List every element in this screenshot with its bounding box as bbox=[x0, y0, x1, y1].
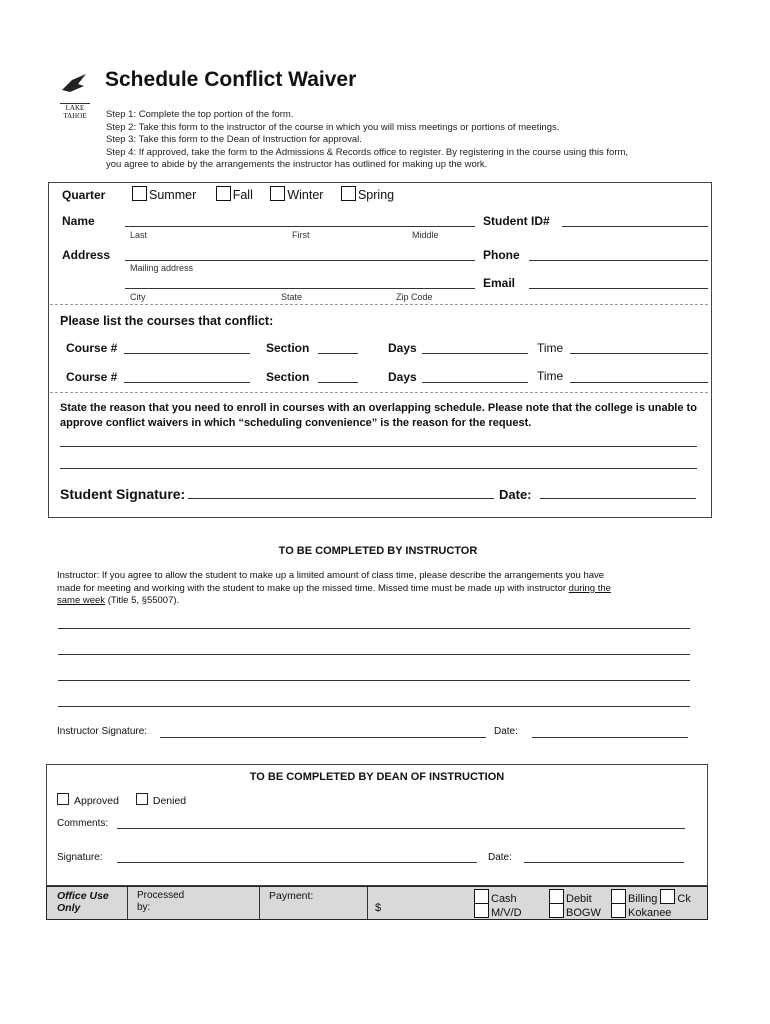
section-1-field[interactable] bbox=[318, 353, 358, 354]
dean-approval-options bbox=[57, 793, 186, 807]
kokanee-label: Kokanee bbox=[628, 907, 672, 919]
fall-checkbox[interactable] bbox=[216, 186, 231, 201]
college-logo bbox=[60, 70, 90, 122]
debit-label: Debit bbox=[566, 893, 592, 905]
logo-text: LAKE TAHOE bbox=[60, 103, 90, 120]
course-2-label: Course # bbox=[66, 370, 118, 384]
instructor-signature-label: Instructor Signature: bbox=[57, 726, 148, 737]
mvd-checkbox[interactable] bbox=[474, 903, 489, 918]
divider bbox=[50, 304, 708, 305]
cash-checkbox[interactable] bbox=[474, 889, 489, 904]
comments-field[interactable] bbox=[117, 828, 685, 829]
days-2-field[interactable] bbox=[422, 382, 528, 383]
course-1-field[interactable] bbox=[124, 353, 250, 354]
bogw-label: BOGW bbox=[566, 907, 601, 919]
processed-by-label: Processed by: bbox=[137, 890, 185, 913]
name-first-label: First bbox=[292, 230, 310, 240]
zip-code-label: Zip Code bbox=[396, 292, 433, 302]
divider bbox=[50, 392, 708, 393]
student-signature-label: Student Signature: bbox=[60, 486, 186, 502]
instructor-text-line-3: same week (Title 5, §55007). bbox=[57, 595, 180, 606]
spring-checkbox[interactable] bbox=[341, 186, 356, 201]
ck-checkbox[interactable] bbox=[660, 889, 675, 904]
mvd-label: M/V/D bbox=[491, 907, 522, 919]
student-signature-field[interactable] bbox=[188, 498, 494, 499]
section-2-field[interactable] bbox=[318, 382, 358, 383]
dean-signature-label: Signature: bbox=[57, 852, 103, 863]
name-last-label: Last bbox=[130, 230, 148, 240]
days-2-label: Days bbox=[388, 370, 417, 384]
time-1-field[interactable] bbox=[570, 353, 708, 354]
step-4: Step 4: If approved, take the form to the Admissions & Records office to register. By registering in the course using this form, bbox=[106, 146, 629, 158]
instructor-signature-field[interactable] bbox=[160, 737, 486, 738]
instructor-date-field[interactable] bbox=[532, 737, 688, 738]
phone-field[interactable] bbox=[529, 260, 708, 261]
section-1-label: Section bbox=[266, 341, 310, 355]
quarter-label: Quarter bbox=[62, 188, 106, 202]
instructor-text-line-1: Instructor: If you agree to allow the student to make up a limited amount of class time, please describe the arrangements you have bbox=[57, 570, 605, 581]
winter-checkbox[interactable] bbox=[270, 186, 285, 201]
quarter-fall-option[interactable]: Fall bbox=[216, 188, 253, 202]
name-field[interactable] bbox=[125, 226, 475, 227]
state-label: State bbox=[281, 292, 303, 302]
cell-divider bbox=[127, 887, 128, 919]
time-2-label: Time bbox=[537, 369, 564, 383]
time-2-field[interactable] bbox=[570, 382, 708, 383]
office-use-strip bbox=[46, 886, 708, 920]
dean-heading: TO BE COMPLETED BY DEAN OF INSTRUCTION bbox=[249, 771, 505, 783]
cash-label: Cash bbox=[491, 893, 517, 905]
step-2: Step 2: Take this form to the instructor of the course in which you will miss meetings or portions of meetings. bbox=[106, 121, 560, 133]
instructor-arrangement-line-3[interactable] bbox=[58, 680, 690, 681]
billing-checkbox[interactable] bbox=[611, 889, 626, 904]
approved-checkbox[interactable] bbox=[57, 793, 69, 805]
denied-option[interactable]: Denied bbox=[136, 795, 186, 807]
instructions-steps bbox=[106, 109, 716, 172]
student-date-field[interactable] bbox=[540, 498, 696, 499]
logo-bird-icon bbox=[60, 70, 90, 98]
days-1-field[interactable] bbox=[422, 353, 528, 354]
email-field[interactable] bbox=[529, 288, 708, 289]
billing-label: Billing bbox=[628, 893, 658, 905]
city-label: City bbox=[130, 292, 146, 302]
reason-line-1[interactable] bbox=[60, 446, 697, 447]
instructor-arrangement-line-2[interactable] bbox=[58, 654, 690, 655]
quarter-options bbox=[132, 186, 394, 202]
instructor-instructions bbox=[57, 570, 707, 608]
reason-line-2[interactable] bbox=[60, 468, 697, 469]
comments-label: Comments: bbox=[57, 818, 109, 829]
instructor-heading: TO BE COMPLETED BY INSTRUCTOR bbox=[278, 545, 478, 557]
time-1-label: Time bbox=[537, 341, 564, 355]
address-label: Address bbox=[62, 248, 111, 262]
student-id-field[interactable] bbox=[562, 226, 708, 227]
reason-instructions: State the reason that you need to enroll in courses with an overlapping schedule. Please note that the college is unable to approve conflict waivers in which “scheduling convenience” is the reason for the request. bbox=[60, 402, 697, 429]
quarter-summer-option[interactable]: Summer bbox=[132, 188, 196, 202]
quarter-spring-option[interactable]: Spring bbox=[341, 188, 394, 202]
courses-heading: Please list the courses that conflict: bbox=[60, 314, 274, 328]
step-4-cont: you agree to abide by the arrangements the instructor has outlined for making up the work. bbox=[106, 159, 488, 170]
denied-checkbox[interactable] bbox=[136, 793, 148, 805]
section-2-label: Section bbox=[266, 370, 310, 384]
ck-label: Ck bbox=[677, 893, 691, 905]
name-label: Name bbox=[62, 214, 95, 228]
instructor-date-label: Date: bbox=[494, 726, 518, 737]
student-date-label: Date: bbox=[499, 487, 532, 502]
name-middle-label: Middle bbox=[412, 230, 439, 240]
instructor-text-line-2: made for meeting and working with the student to make up the missed time. Missed time must be made up with instructor during the bbox=[57, 582, 611, 594]
page-title: Schedule Conflict Waiver bbox=[105, 68, 357, 91]
student-id-label: Student ID# bbox=[483, 214, 550, 228]
step-3: Step 3: Take this form to the Dean of Instruction for approval. bbox=[106, 134, 362, 145]
email-label: Email bbox=[483, 276, 516, 290]
debit-checkbox[interactable] bbox=[549, 889, 564, 904]
dean-date-field[interactable] bbox=[524, 862, 684, 863]
days-1-label: Days bbox=[388, 341, 417, 355]
mailing-address-label: Mailing address bbox=[130, 263, 194, 273]
dean-date-label: Date: bbox=[488, 852, 512, 863]
dollar-sign: $ bbox=[375, 902, 382, 914]
step-1: Step 1: Complete the top portion of the form. bbox=[106, 109, 294, 120]
cell-divider bbox=[367, 887, 368, 919]
city-state-zip-field[interactable] bbox=[125, 288, 475, 289]
kokanee-checkbox[interactable] bbox=[611, 903, 626, 918]
phone-label: Phone bbox=[483, 248, 520, 262]
approved-option[interactable]: Approved bbox=[57, 795, 119, 807]
instructor-arrangement-line-4[interactable] bbox=[58, 706, 690, 707]
summer-checkbox[interactable] bbox=[132, 186, 147, 201]
dean-signature-field[interactable] bbox=[117, 862, 477, 863]
quarter-winter-option[interactable]: Winter bbox=[270, 188, 323, 202]
office-use-label: Office Use Only bbox=[57, 890, 109, 914]
instructor-arrangement-line-1[interactable] bbox=[58, 628, 690, 629]
cell-divider bbox=[259, 887, 260, 919]
course-2-field[interactable] bbox=[124, 382, 250, 383]
mailing-address-field[interactable] bbox=[125, 260, 475, 261]
bogw-checkbox[interactable] bbox=[549, 903, 564, 918]
payment-label: Payment: bbox=[269, 890, 314, 902]
course-1-label: Course # bbox=[66, 341, 118, 355]
